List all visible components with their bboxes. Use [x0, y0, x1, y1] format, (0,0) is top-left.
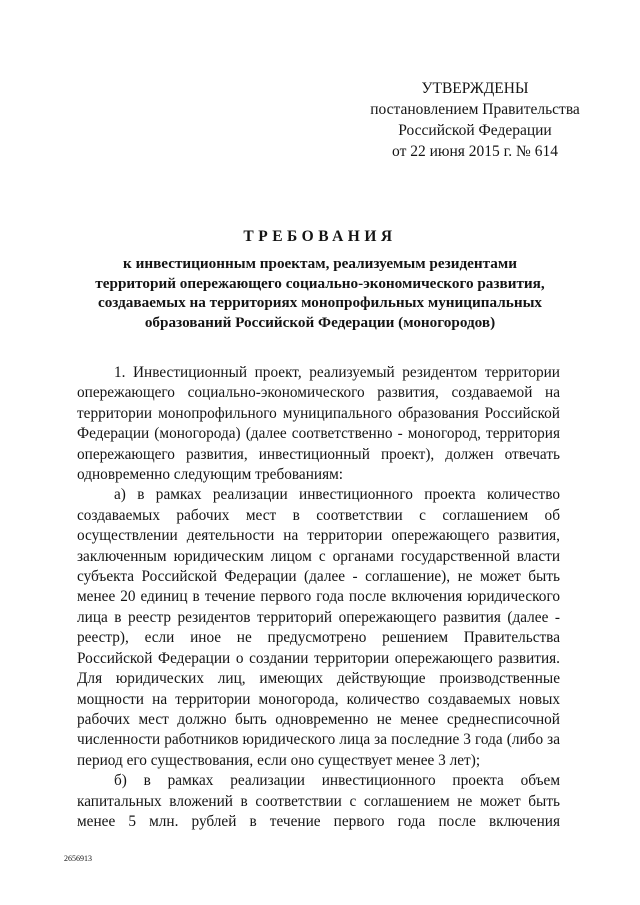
- paragraph-a: а) в рамках реализации инвестиционного проекта количество создаваемых рабочих мест в соответствии с соглашением об осуществлении деятельности на территории опережающего развития, заключенным юридическим лицом с органами государственной власти субъекта Российской Федерации (далее - соглашение), не может быть менее 20 единиц в течение первого года после включения юридического лица в реестр резидентов территорий опережающего развития (далее - реестр), если иное не предусмотрено решением Правительства Российской Федерации о создании территории опережающего развития. Для юридических лиц, имеющих действующие производственные мощности на территории моногорода, количество создаваемых новых рабочих мест должно быть одновременно не менее среднесписочной численности работников юридического лица за последние 3 года (либо за период его существования, если оно существует менее 3 лет);: [77, 486, 560, 769]
- approval-line: постановлением Правительства: [370, 101, 580, 118]
- subtitle-line: территорий опережающего социально-экономического развития,: [95, 274, 545, 292]
- approval-stamp: [330, 78, 620, 162]
- document-title: ТРЕБОВАНИЯ: [243, 228, 397, 245]
- subtitle-line: создаваемых на территориях монопрофильных муниципальных: [97, 294, 543, 311]
- document-subtitle: [70, 254, 570, 332]
- document-body: [77, 363, 560, 832]
- subtitle-line: к инвестиционным проектам, реализуемым резидентами: [123, 255, 517, 272]
- paragraph-1: 1. Инвестиционный проект, реализуемый резидентом территории опережающего социально-экономического развития, создаваемой на территории монопрофильного муниципального образования Российской Федерации (моногорода) (далее соответственно - моногород, территория опережающего развития, инвестиционный проект), должен отвечать одновременно следующим требованиям:: [77, 364, 560, 484]
- document-id: 2656913: [64, 854, 92, 863]
- approval-line: Российской Федерации: [398, 122, 552, 139]
- subtitle-line: образований Российской Федерации (моногородов): [144, 313, 496, 331]
- approval-heading: УТВЕРЖДЕНЫ: [421, 80, 529, 97]
- approval-date-line: от 22 июня 2015 г. № 614: [392, 143, 558, 160]
- paragraph-b: б) в рамках реализации инвестиционного проекта объем капитальных вложений в соответствии с соглашением не может быть менее 5 млн. рублей в течение первого года после включения: [77, 772, 560, 830]
